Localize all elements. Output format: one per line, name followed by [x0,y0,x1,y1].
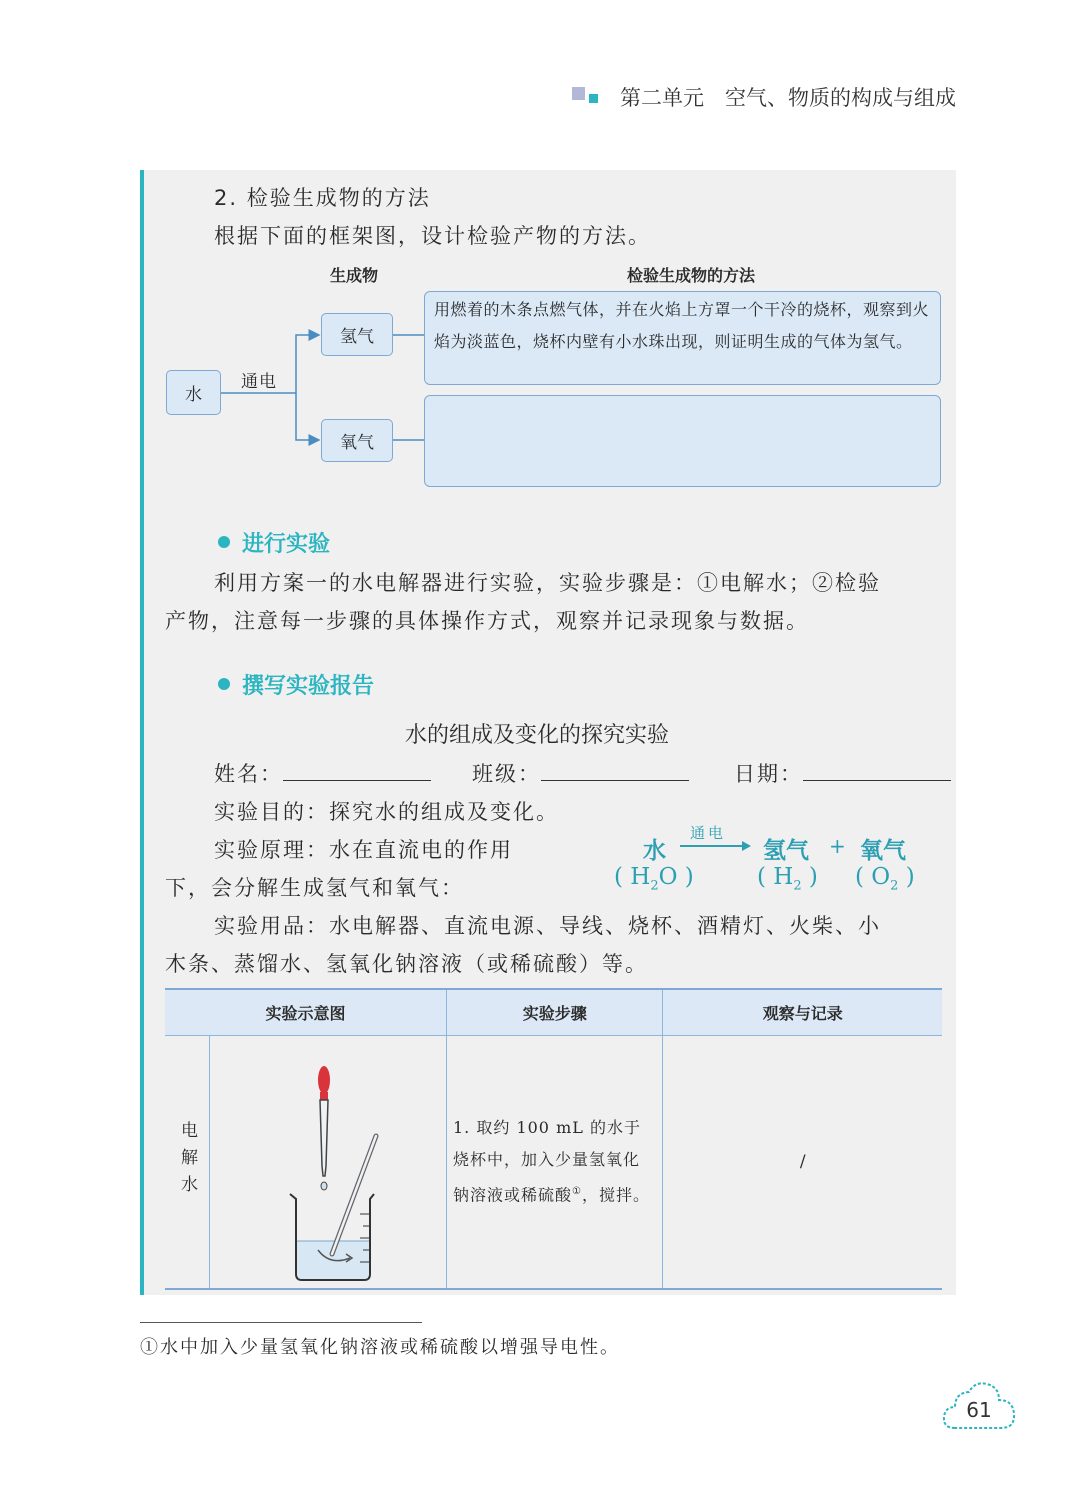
diagram-cell [210,1035,447,1289]
page-number: 61 [966,1398,992,1422]
eq-plus: + [829,834,846,858]
eq-formula-water: ( $H_2O$ ) [614,864,694,894]
unit-title: 第二单元 空气、物质的构成与组成 [620,86,956,110]
node-hydrogen: 氢气 [321,313,393,356]
observation-text: / [799,1151,806,1172]
class-label: 班级： [472,758,689,788]
table-header: 实验示意图 [165,989,447,1035]
diagram-col-methods: 检验生成物的方法 [627,266,756,285]
bullet-icon [218,536,230,548]
beaker-dropper-illustration [210,1036,446,1284]
eq-product-oxygen: 氧气 [860,838,906,864]
report-principle-2: 下，会分解生成氢气和氧气： [165,876,464,900]
report-title: 撰写实验报告 [242,674,375,699]
eq-formula-hydrogen: ( $H_2$ ) [757,864,818,894]
hydrogen-method-text: 用燃着的木条点燃气体，并在火焰上方罩一个干冷的烧杯，观察到火焰为淡蓝色，烧杯内壁有小水珠出现，则证明生成的气体为氢气。 [434,300,930,351]
condition-label: 通电 [241,372,277,392]
table-header: 观察与记录 [663,989,942,1035]
eq-product-hydrogen: 氢气 [763,838,809,864]
class-field[interactable] [541,761,689,781]
table-header: 实验步骤 [447,989,663,1035]
experiment-line-2: 产物，注意每一步骤的具体操作方式，观察并记录现象与数据。 [165,609,809,633]
eq-condition: 通电 [690,824,727,842]
footnote: ①水中加入少量氢氧化钠溶液或稀硫酸以增强导电性。 [140,1337,620,1358]
report-doc-title: 水的组成及变化的探究实验 [405,723,670,748]
date-label: 日期： [734,758,951,788]
section-intro: 根据下面的框架图，设计检验产物的方法。 [214,224,651,248]
experiment-table [165,988,942,1290]
row-label: 电解水 [177,1121,197,1202]
node-water: 水 [166,370,221,415]
report-principle-1: 实验原理：水在直流电的作用 [214,838,513,862]
name-field[interactable] [283,761,431,781]
experiment-line-1: 利用方案一的水电解器进行实验，实验步骤是：①电解水；②检验 [214,571,881,595]
step-cell [447,1035,663,1289]
arrow-oxygen [296,393,319,440]
page-number-badge [941,1378,1017,1434]
diagram-col-products: 生成物 [330,266,379,285]
section-heading: 2. 检验生成物的方法 [214,186,431,210]
eq-reactant: 水 [643,838,666,864]
report-equipment-2: 木条、蒸馏水、氢氧化钠溶液（或稀硫酸）等。 [165,952,648,976]
date-field[interactable] [803,761,951,781]
experiment-title: 进行实验 [242,532,331,557]
name-label: 姓名： [214,758,431,788]
observation-cell[interactable] [663,1035,942,1289]
eq-arrow-icon [678,838,754,854]
report-equipment-1: 实验用品：水电解器、直流电源、导线、烧杯、酒精灯、火柴、小 [214,914,881,938]
report-purpose: 实验目的：探究水的组成及变化。 [214,800,559,824]
arrow-hydrogen [296,335,319,393]
oxygen-method-box[interactable] [424,395,941,487]
step-text: 1. 取约 100 mL 的水于烧杯中，加入少量氢氧化钠溶液或稀硫酸①，搅拌。 [453,1117,650,1205]
row-label-cell [165,1035,210,1289]
bullet-icon [218,678,230,690]
node-oxygen: 氧气 [321,419,393,462]
footnote-divider [140,1322,422,1323]
eq-formula-oxygen: ( $O_2$ ) [855,864,915,894]
table-row [165,1035,942,1289]
